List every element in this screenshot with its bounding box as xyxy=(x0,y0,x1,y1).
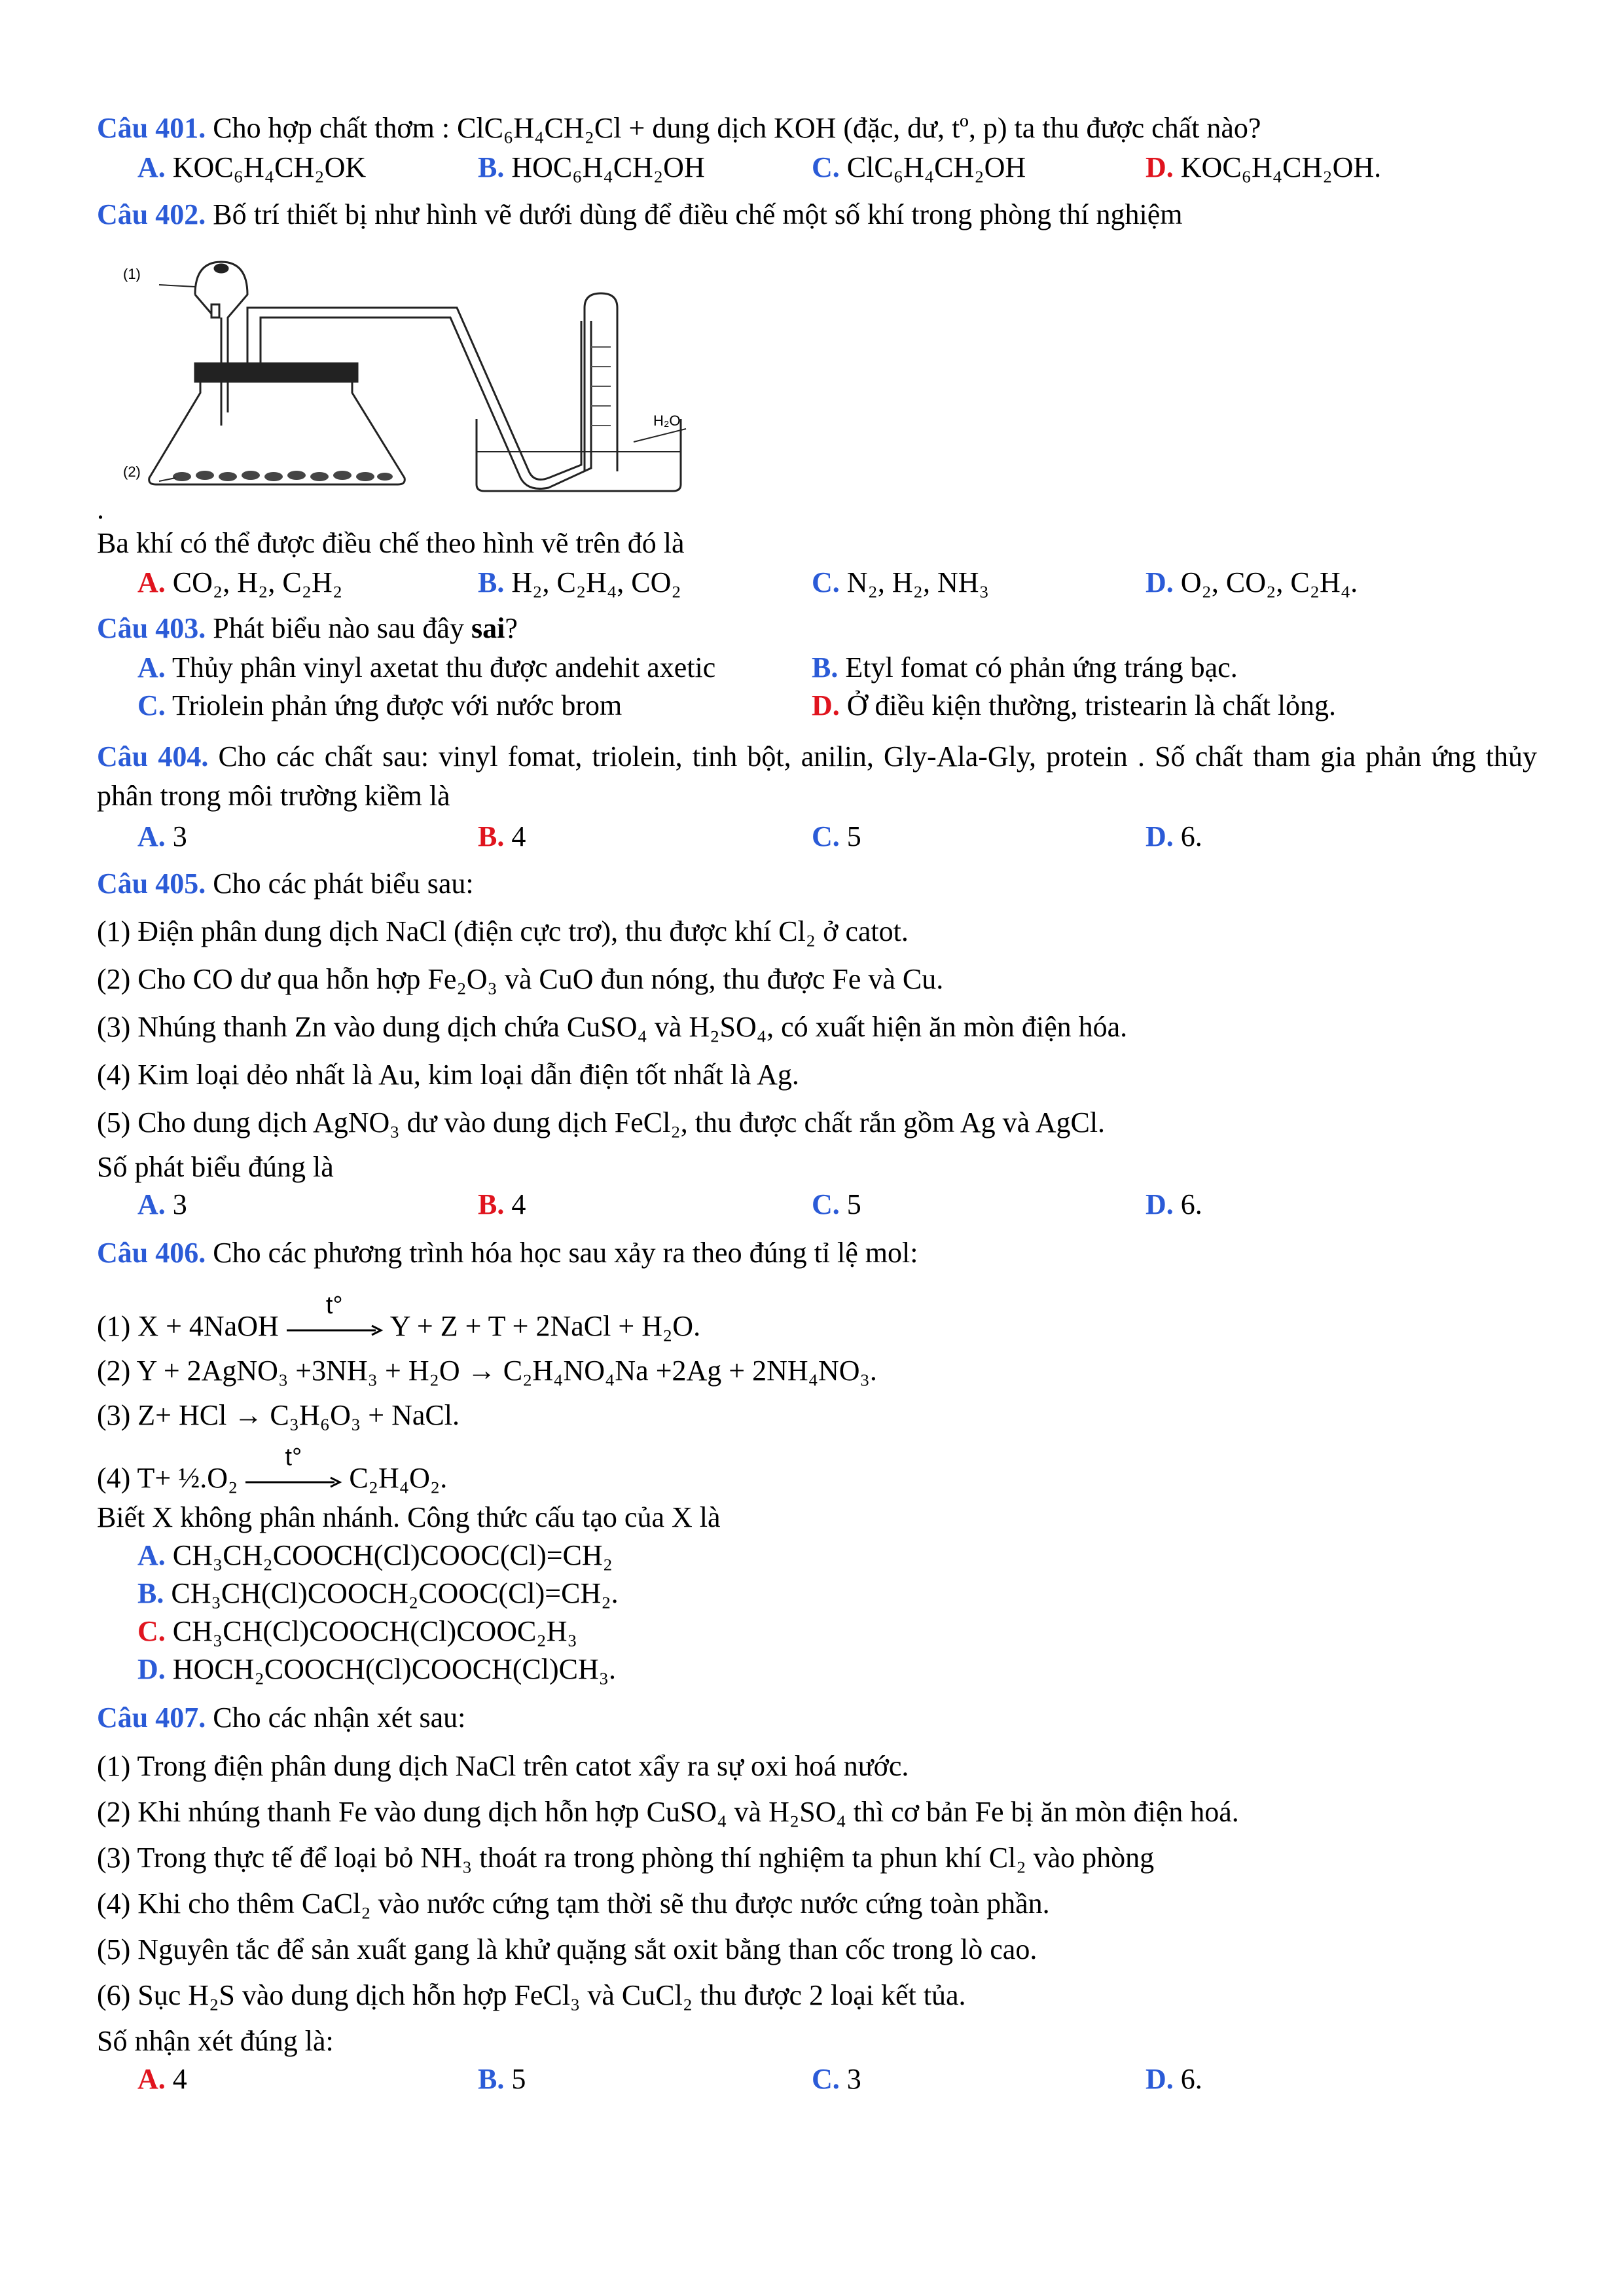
q405-statement-5: (5) Cho dung dịch AgNO₃ dư vào dung dịch FeCl₂, thu được chất rắn gồm Ag và AgCl. xyxy=(97,1106,1106,1139)
q405-after: Số phát biểu đúng là xyxy=(97,1151,334,1183)
q405-statement-3: (3) Nhúng thanh Zn vào dung dịch chứa CuSO₄ và H₂SO₄, có xuất hiện ăn mòn điện hóa. xyxy=(97,1011,1128,1043)
letter-b: B. xyxy=(478,2063,505,2095)
q407-statement-3: (3) Trong thực tế để loại bỏ NH₃ thoát ra trong phòng thí nghiệm ta phun khí Cl₂ vào phòng xyxy=(97,1842,1155,1874)
q406-option-a xyxy=(137,1537,613,1574)
letter-c-answer: C. xyxy=(137,1615,166,1647)
q404-option-d xyxy=(1146,818,1202,855)
letter-b: B. xyxy=(478,151,505,183)
q406-option-b xyxy=(137,1575,619,1612)
letter-c: C. xyxy=(812,2063,840,2095)
letter-c: C. xyxy=(137,689,166,721)
q406-option-c xyxy=(137,1613,577,1650)
q405-statement-4: (4) Kim loại dẻo nhất là Au, kim loại dẫn điện tốt nhất là Ag. xyxy=(97,1059,799,1091)
q405-d-text: 6. xyxy=(1180,1188,1202,1220)
q402-option-b xyxy=(478,564,681,601)
q407-option-b xyxy=(478,2061,526,2098)
q402-option-d xyxy=(1146,564,1358,601)
letter-a: A. xyxy=(137,1539,166,1571)
q402-number: Câu 402. xyxy=(97,198,206,230)
letter-a: A. xyxy=(137,651,166,683)
q402-stem xyxy=(97,196,1183,233)
q407-d-text: 6. xyxy=(1180,2063,1202,2095)
q407-option-c xyxy=(812,2061,861,2098)
q406-a-text: CH₃CH₂COOCH(Cl)COOC(Cl)=CH₂ xyxy=(172,1539,613,1571)
eq4-left: (4) T+ ½.O₂ xyxy=(97,1462,238,1494)
q402-option-a xyxy=(137,564,342,601)
q401-a-text: KOC₆H₄CH₂OK xyxy=(172,151,367,183)
q404-d-text: 6. xyxy=(1180,820,1202,852)
q403-option-c xyxy=(137,687,622,724)
letter-b: B. xyxy=(137,1577,164,1609)
letter-a-answer: A. xyxy=(137,566,166,598)
q403-a-text: Thủy phân vinyl axetat thu được andehit axetic xyxy=(172,651,716,683)
q401-number: Câu 401. xyxy=(97,112,206,144)
arrow-label: t° xyxy=(325,1291,343,1319)
letter-d: D. xyxy=(1146,820,1174,852)
q403-option-a xyxy=(137,649,715,686)
letter-d-answer: D. xyxy=(812,689,840,721)
letter-d: D. xyxy=(1146,566,1174,598)
q401-option-b xyxy=(478,149,705,186)
q404-option-b xyxy=(478,818,526,855)
q402-after: Ba khí có thể được điều chế theo hình vẽ trên đó là xyxy=(97,527,685,559)
q401-option-c xyxy=(812,149,1026,186)
letter-b: B. xyxy=(478,566,505,598)
letter-a-answer: A. xyxy=(137,2063,166,2095)
q406-stem xyxy=(97,1235,918,1271)
q407-text: Cho các nhận xét sau: xyxy=(206,1702,466,1734)
eq1-right: Y + Z + T + 2NaCl + H₂O. xyxy=(389,1310,701,1342)
q405-stem xyxy=(97,866,474,902)
gas-apparatus-figure xyxy=(123,255,699,498)
letter-d-answer: D. xyxy=(1146,151,1174,183)
q404-text: Cho các chất sau: vinyl fomat, triolein, tinh bột, anilin, Gly-Ala-Gly, protein . Số chất tham gia phản ứng thủy phân trong môi trường kiềm là xyxy=(97,740,1538,812)
q405-option-b xyxy=(478,1186,526,1223)
letter-a: A. xyxy=(137,820,166,852)
q405-statement-2: (2) Cho CO dư qua hỗn hợp Fe₂O₃ và CuO đun nóng, thu được Fe và Cu. xyxy=(97,963,944,995)
q404-c-text: 5 xyxy=(846,820,861,852)
figure-dot: . xyxy=(97,493,104,525)
q407-statement-4: (4) Khi cho thêm CaCl₂ vào nước cứng tạm thời sẽ thu được nước cứng toàn phần. xyxy=(97,1887,1050,1920)
q401-d-text: KOC₆H₄CH₂OH. xyxy=(1180,151,1382,183)
letter-d: D. xyxy=(1146,2063,1174,2095)
eq1-left: (1) X + 4NaOH xyxy=(97,1310,279,1342)
q403-d-text: Ở điều kiện thường, tristearin là chất lỏng. xyxy=(846,689,1337,721)
q406-text: Cho các phương trình hóa học sau xảy ra theo đúng tỉ lệ mol: xyxy=(206,1237,918,1269)
q407-statement-1: (1) Trong điện phân dung dịch NaCl trên catot xẩy ra sự oxi hoá nước. xyxy=(97,1750,909,1782)
q402-a-text: CO₂, H₂, C₂H₂ xyxy=(172,566,343,598)
q401-option-d xyxy=(1146,149,1381,186)
q403-text-end: ? xyxy=(505,612,518,644)
letter-c: C. xyxy=(812,1188,840,1220)
letter-a: A. xyxy=(137,151,166,183)
q407-stem xyxy=(97,1700,465,1736)
letter-b: B. xyxy=(812,651,839,683)
q406-c-text: CH₃CH(Cl)COOCH(Cl)COOC₂H₃ xyxy=(172,1615,577,1647)
q405-number: Câu 405. xyxy=(97,867,206,900)
q405-a-text: 3 xyxy=(172,1188,187,1220)
heat-arrow-icon xyxy=(285,1291,384,1342)
q401-stem xyxy=(97,110,1261,147)
q402-option-c xyxy=(812,564,989,601)
q407-statement-2: (2) Khi nhúng thanh Fe vào dung dịch hỗn hợp CuSO₄ và H₂SO₄ thì cơ bản Fe bị ăn mòn điện hoá. xyxy=(97,1796,1239,1828)
letter-b-answer: B. xyxy=(478,1188,505,1220)
q402-text: Bố trí thiết bị như hình vẽ dưới dùng để điều chế một số khí trong phòng thí nghiệm xyxy=(206,198,1183,230)
arrow-label: t° xyxy=(285,1443,302,1471)
letter-c: C. xyxy=(812,151,840,183)
q405-option-c xyxy=(812,1186,861,1223)
q406-option-d xyxy=(137,1651,616,1688)
q401-text: Cho hợp chất thơm : ClC₆H₄CH₂Cl + dung dịch KOH (đặc, dư, tº, p) ta thu được chất nào? xyxy=(206,112,1261,144)
q406-number: Câu 406. xyxy=(97,1237,206,1269)
q403-c-text: Triolein phản ứng được với nước brom xyxy=(172,689,623,721)
q406-equation-3: (3) Z+ HCl → C₃H₆O₃ + NaCl. xyxy=(97,1399,460,1431)
q405-option-a xyxy=(137,1186,187,1223)
letter-b-answer: B. xyxy=(478,820,505,852)
letter-d: D. xyxy=(1146,1188,1174,1220)
q402-b-text: H₂, C₂H₄, CO₂ xyxy=(511,566,681,598)
q401-c-text: ClC₆H₄CH₂OH xyxy=(846,151,1026,183)
q402-d-text: O₂, CO₂, C₂H₄. xyxy=(1180,566,1358,598)
q405-text: Cho các phát biểu sau: xyxy=(206,867,474,900)
q403-b-text: Etyl fomat có phản ứng tráng bạc. xyxy=(845,651,1238,683)
q407-option-a xyxy=(137,2061,187,2098)
q407-statement-5: (5) Nguyên tắc để sản xuất gang là khử quặng sắt oxit bằng than cốc trong lò cao. xyxy=(97,1933,1038,1965)
q403-text: Phát biểu nào sau đây xyxy=(206,612,471,644)
fig-label-h2o: H₂O xyxy=(653,412,681,429)
q404-a-text: 3 xyxy=(172,820,187,852)
q407-option-d xyxy=(1146,2061,1202,2098)
eq4-right: C₂H₄O₂. xyxy=(349,1462,448,1494)
fig-label-1: (1) xyxy=(123,266,141,282)
q403-emphasis: sai xyxy=(471,612,505,644)
q407-after: Số nhận xét đúng là: xyxy=(97,2025,334,2057)
q404-stem xyxy=(97,737,1537,816)
q406-d-text: HOCH₂COOCH(Cl)COOCH(Cl)CH₃. xyxy=(172,1653,617,1685)
q403-option-d xyxy=(812,687,1336,724)
heat-arrow-icon xyxy=(244,1443,342,1494)
q407-c-text: 3 xyxy=(846,2063,861,2095)
q407-b-text: 5 xyxy=(511,2063,526,2095)
q403-option-b xyxy=(812,649,1238,686)
q405-option-d xyxy=(1146,1186,1202,1223)
q406-after: Biết X không phân nhánh. Công thức cấu tạo của X là xyxy=(97,1501,721,1533)
q401-b-text: HOC₆H₄CH₂OH xyxy=(511,151,705,183)
letter-c: C. xyxy=(812,820,840,852)
q406-equation-1 xyxy=(97,1291,701,1345)
q407-a-text: 4 xyxy=(172,2063,187,2095)
q401-option-a xyxy=(137,149,366,186)
q405-statement-1: (1) Điện phân dung dịch NaCl (điện cực trơ), thu được khí Cl₂ ở catot. xyxy=(97,915,909,947)
q405-b-text: 4 xyxy=(511,1188,526,1220)
letter-d: D. xyxy=(137,1653,166,1685)
q406-b-text: CH₃CH(Cl)COOCH₂COOC(Cl)=CH₂. xyxy=(171,1577,619,1609)
q404-option-c xyxy=(812,818,861,855)
q403-stem xyxy=(97,610,518,647)
q402-c-text: N₂, H₂, NH₃ xyxy=(846,566,989,598)
q404-b-text: 4 xyxy=(511,820,526,852)
letter-c: C. xyxy=(812,566,840,598)
q404-number: Câu 404. xyxy=(97,740,209,773)
q406-equation-4 xyxy=(97,1443,448,1497)
q406-equation-2: (2) Y + 2AgNO₃ +3NH₃ + H₂O → C₂H₄NO₄Na +2Ag + 2NH₄NO₃. xyxy=(97,1355,877,1387)
q405-c-text: 5 xyxy=(846,1188,861,1220)
q407-statement-6: (6) Sục H₂S vào dung dịch hỗn hợp FeCl₃ và CuCl₂ thu được 2 loại kết tủa. xyxy=(97,1979,966,2011)
fig-label-2: (2) xyxy=(123,464,141,480)
q407-number: Câu 407. xyxy=(97,1702,206,1734)
q404-option-a xyxy=(137,818,187,855)
q403-number: Câu 403. xyxy=(97,612,206,644)
letter-a: A. xyxy=(137,1188,166,1220)
